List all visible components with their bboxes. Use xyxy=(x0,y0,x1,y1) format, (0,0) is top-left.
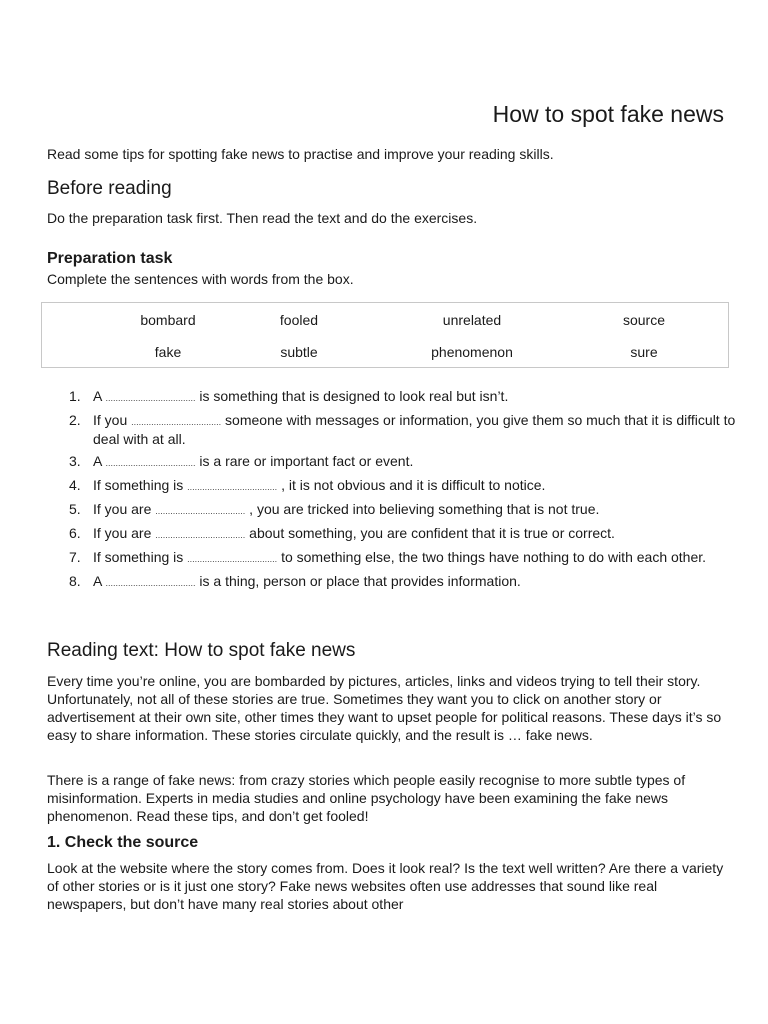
before-reading-text: Do the preparation task first. Then read the text and do the exercises. xyxy=(47,210,478,226)
word-box xyxy=(41,302,729,368)
before-reading-heading: Before reading xyxy=(47,178,172,199)
reading-paragraph: There is a range of fake news: from crazy stories which people easily recognise to more subtle types of misinformation. Experts in media studies and online psychology have been examining the fake news phenomenon. Read these tips, and don’t get fooled! xyxy=(47,772,686,824)
reading-paragraph: Look at the website where the story comes from. Does it look real? Is the text well written? Are there a variety of other stories or is it just one story? Fake news websites often use addresses that sound like real newspapers, but don’t have many real stories about other xyxy=(47,860,724,912)
answer-gap[interactable]: .................................... xyxy=(187,554,278,564)
preparation-task-heading: Preparation task xyxy=(47,250,173,267)
word-box-item: phenomenon xyxy=(431,344,513,360)
word-box-item: fake xyxy=(154,344,182,360)
exercise-sentence: 2. If you .................................... someone with messages or information, you give them so much that it is difficult to deal with at all. xyxy=(69,412,736,447)
intro-text: Read some tips for spotting fake news to practise and improve your reading skills. xyxy=(47,146,554,162)
answer-gap[interactable]: .................................... xyxy=(155,530,246,540)
answer-gap[interactable]: .................................... xyxy=(131,417,222,427)
word-box-item: unrelated xyxy=(442,312,502,328)
page-title: How to spot fake news xyxy=(492,101,724,127)
exercise-sentence: 8. A .................................... is a thing, person or place that provides information. xyxy=(69,573,521,589)
exercise-sentence: 5. If you are .................................... , you are tricked into believing something that is not true. xyxy=(69,501,600,517)
answer-gap[interactable]: .................................... xyxy=(105,458,196,468)
word-box-item: subtle xyxy=(280,344,318,360)
answer-gap[interactable]: .................................... xyxy=(187,482,278,492)
answer-gap[interactable]: .................................... xyxy=(105,578,196,588)
exercise-sentence: 7. If something is .................................... to something else, the two things have nothing to do with each other. xyxy=(69,549,707,565)
word-box-item: sure xyxy=(630,344,658,360)
word-box-item: source xyxy=(622,312,666,328)
exercise-sentence: 3. A .................................... is a rare or important fact or event. xyxy=(69,453,414,469)
exercise-sentence: 6. If you are .................................... about something, you are confident that it is true or correct. xyxy=(69,525,615,541)
preparation-instruction: Complete the sentences with words from the box. xyxy=(47,271,354,287)
reading-paragraph: Every time you’re online, you are bombarded by pictures, articles, links and videos trying to tell their story. Unfortunately, not all of these stories are true. Sometimes they want you to click on another story or advertisement at their own site, other times they want to upset people for political reasons. These days it’s so easy to share information. These stories circulate quickly, and the result is … fake news. xyxy=(47,673,722,743)
exercise-sentence: 1. A .................................... is something that is designed to look real but isn’t. xyxy=(69,388,509,404)
answer-gap[interactable]: .................................... xyxy=(155,506,246,516)
word-box-item: fooled xyxy=(279,312,319,328)
exercise-sentence: 4. If something is .................................... , it is not obvious and it is difficult to notice. xyxy=(69,477,546,493)
exercise-list xyxy=(47,388,737,597)
word-box-item: bombard xyxy=(140,312,196,328)
section-heading-check-source: 1. Check the source xyxy=(47,834,199,851)
reading-text-heading: Reading text: How to spot fake news xyxy=(47,640,356,661)
answer-gap[interactable]: .................................... xyxy=(105,393,196,403)
